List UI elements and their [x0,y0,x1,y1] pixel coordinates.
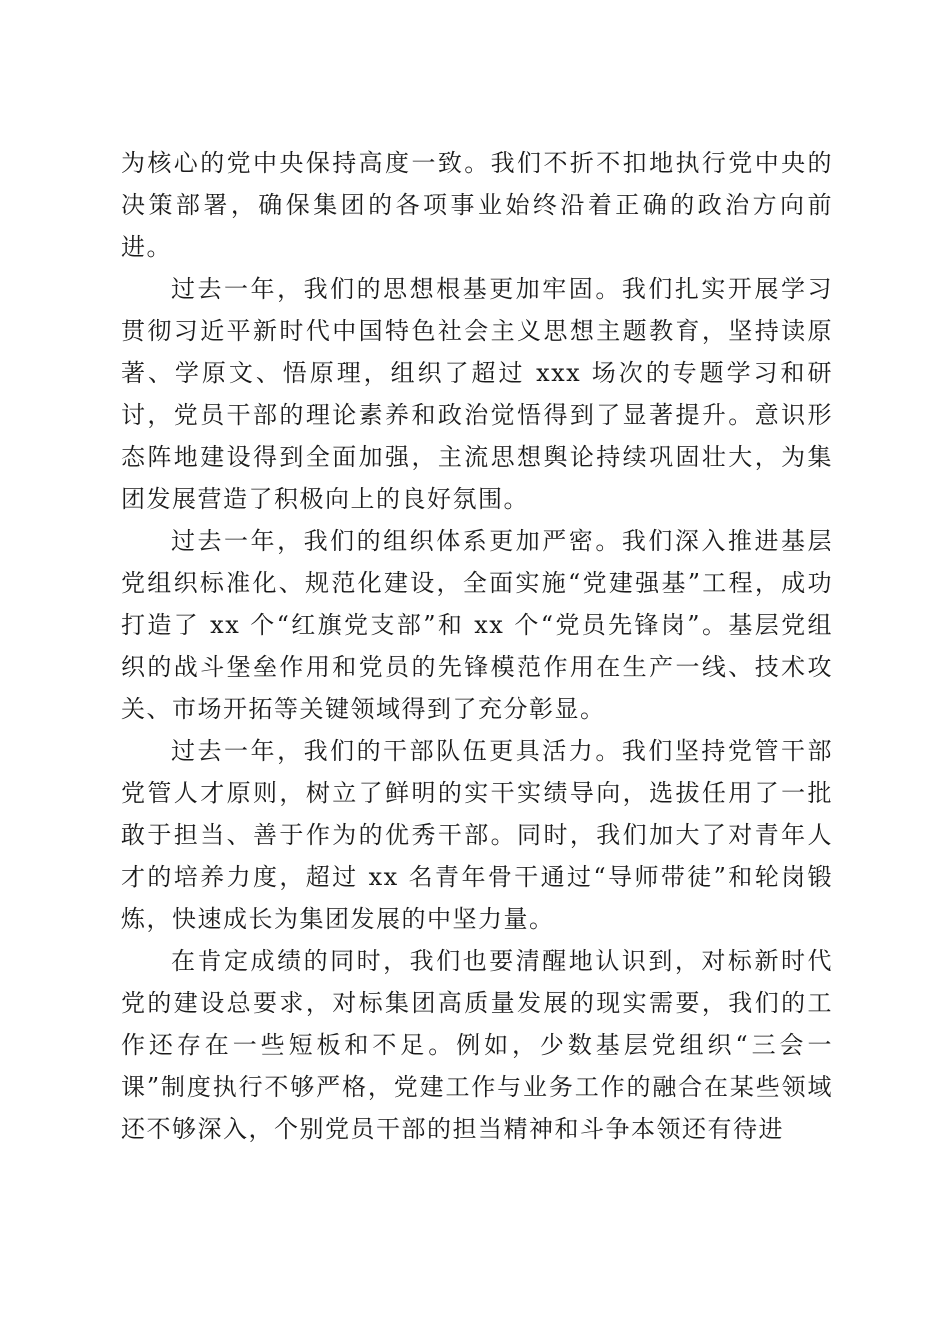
paragraph-3: 过去一年，我们的组织体系更加严密。我们深入推进基层党组织标准化、规范化建设，全面实施“党建强基”工程，成功打造了 xx 个“红旗党支部”和 xx 个“党员先锋岗”。基层党组织的战斗堡垒作用和党员的先锋模范作用在生产一线、技术攻关、市场开拓等关键领域得到了充分彰显。 [121,527,833,723]
paragraph-2: 过去一年，我们的思想根基更加牢固。我们扎实开展学习贯彻习近平新时代中国特色社会主义思想主题教育，坚持读原著、学原文、悟原理，组织了超过 xxx 场次的专题学习和研讨，党员干部的理论素养和政治觉悟得到了显著提升。意识形态阵地建设得到全面加强，主流思想舆论持续巩固壮大，为集团发展营造了积极向上的良好氛围。 [121,275,833,513]
paragraph-4: 过去一年，我们的干部队伍更具活力。我们坚持党管干部党管人才原则，树立了鲜明的实干实绩导向，选拔任用了一批敢于担当、善于作为的优秀干部。同时，我们加大了对青年人才的培养力度，超过 xx 名青年骨干通过“导师带徒”和轮岗锻炼，快速成长为集团发展的中坚力量。 [121,737,833,933]
document-body [121,142,833,1150]
paragraph-5: 在肯定成绩的同时，我们也要清醒地认识到，对标新时代党的建设总要求，对标集团高质量发展的现实需要，我们的工作还存在一些短板和不足。例如，少数基层党组织“三会一课”制度执行不够严格，党建工作与业务工作的融合在某些领域还不够深入，个别党员干部的担当精神和斗争本领还有待进 [121,947,833,1143]
paragraph-1: 为核心的党中央保持高度一致。我们不折不扣地执行党中央的决策部署，确保集团的各项事业始终沿着正确的政治方向前进。 [121,149,833,261]
